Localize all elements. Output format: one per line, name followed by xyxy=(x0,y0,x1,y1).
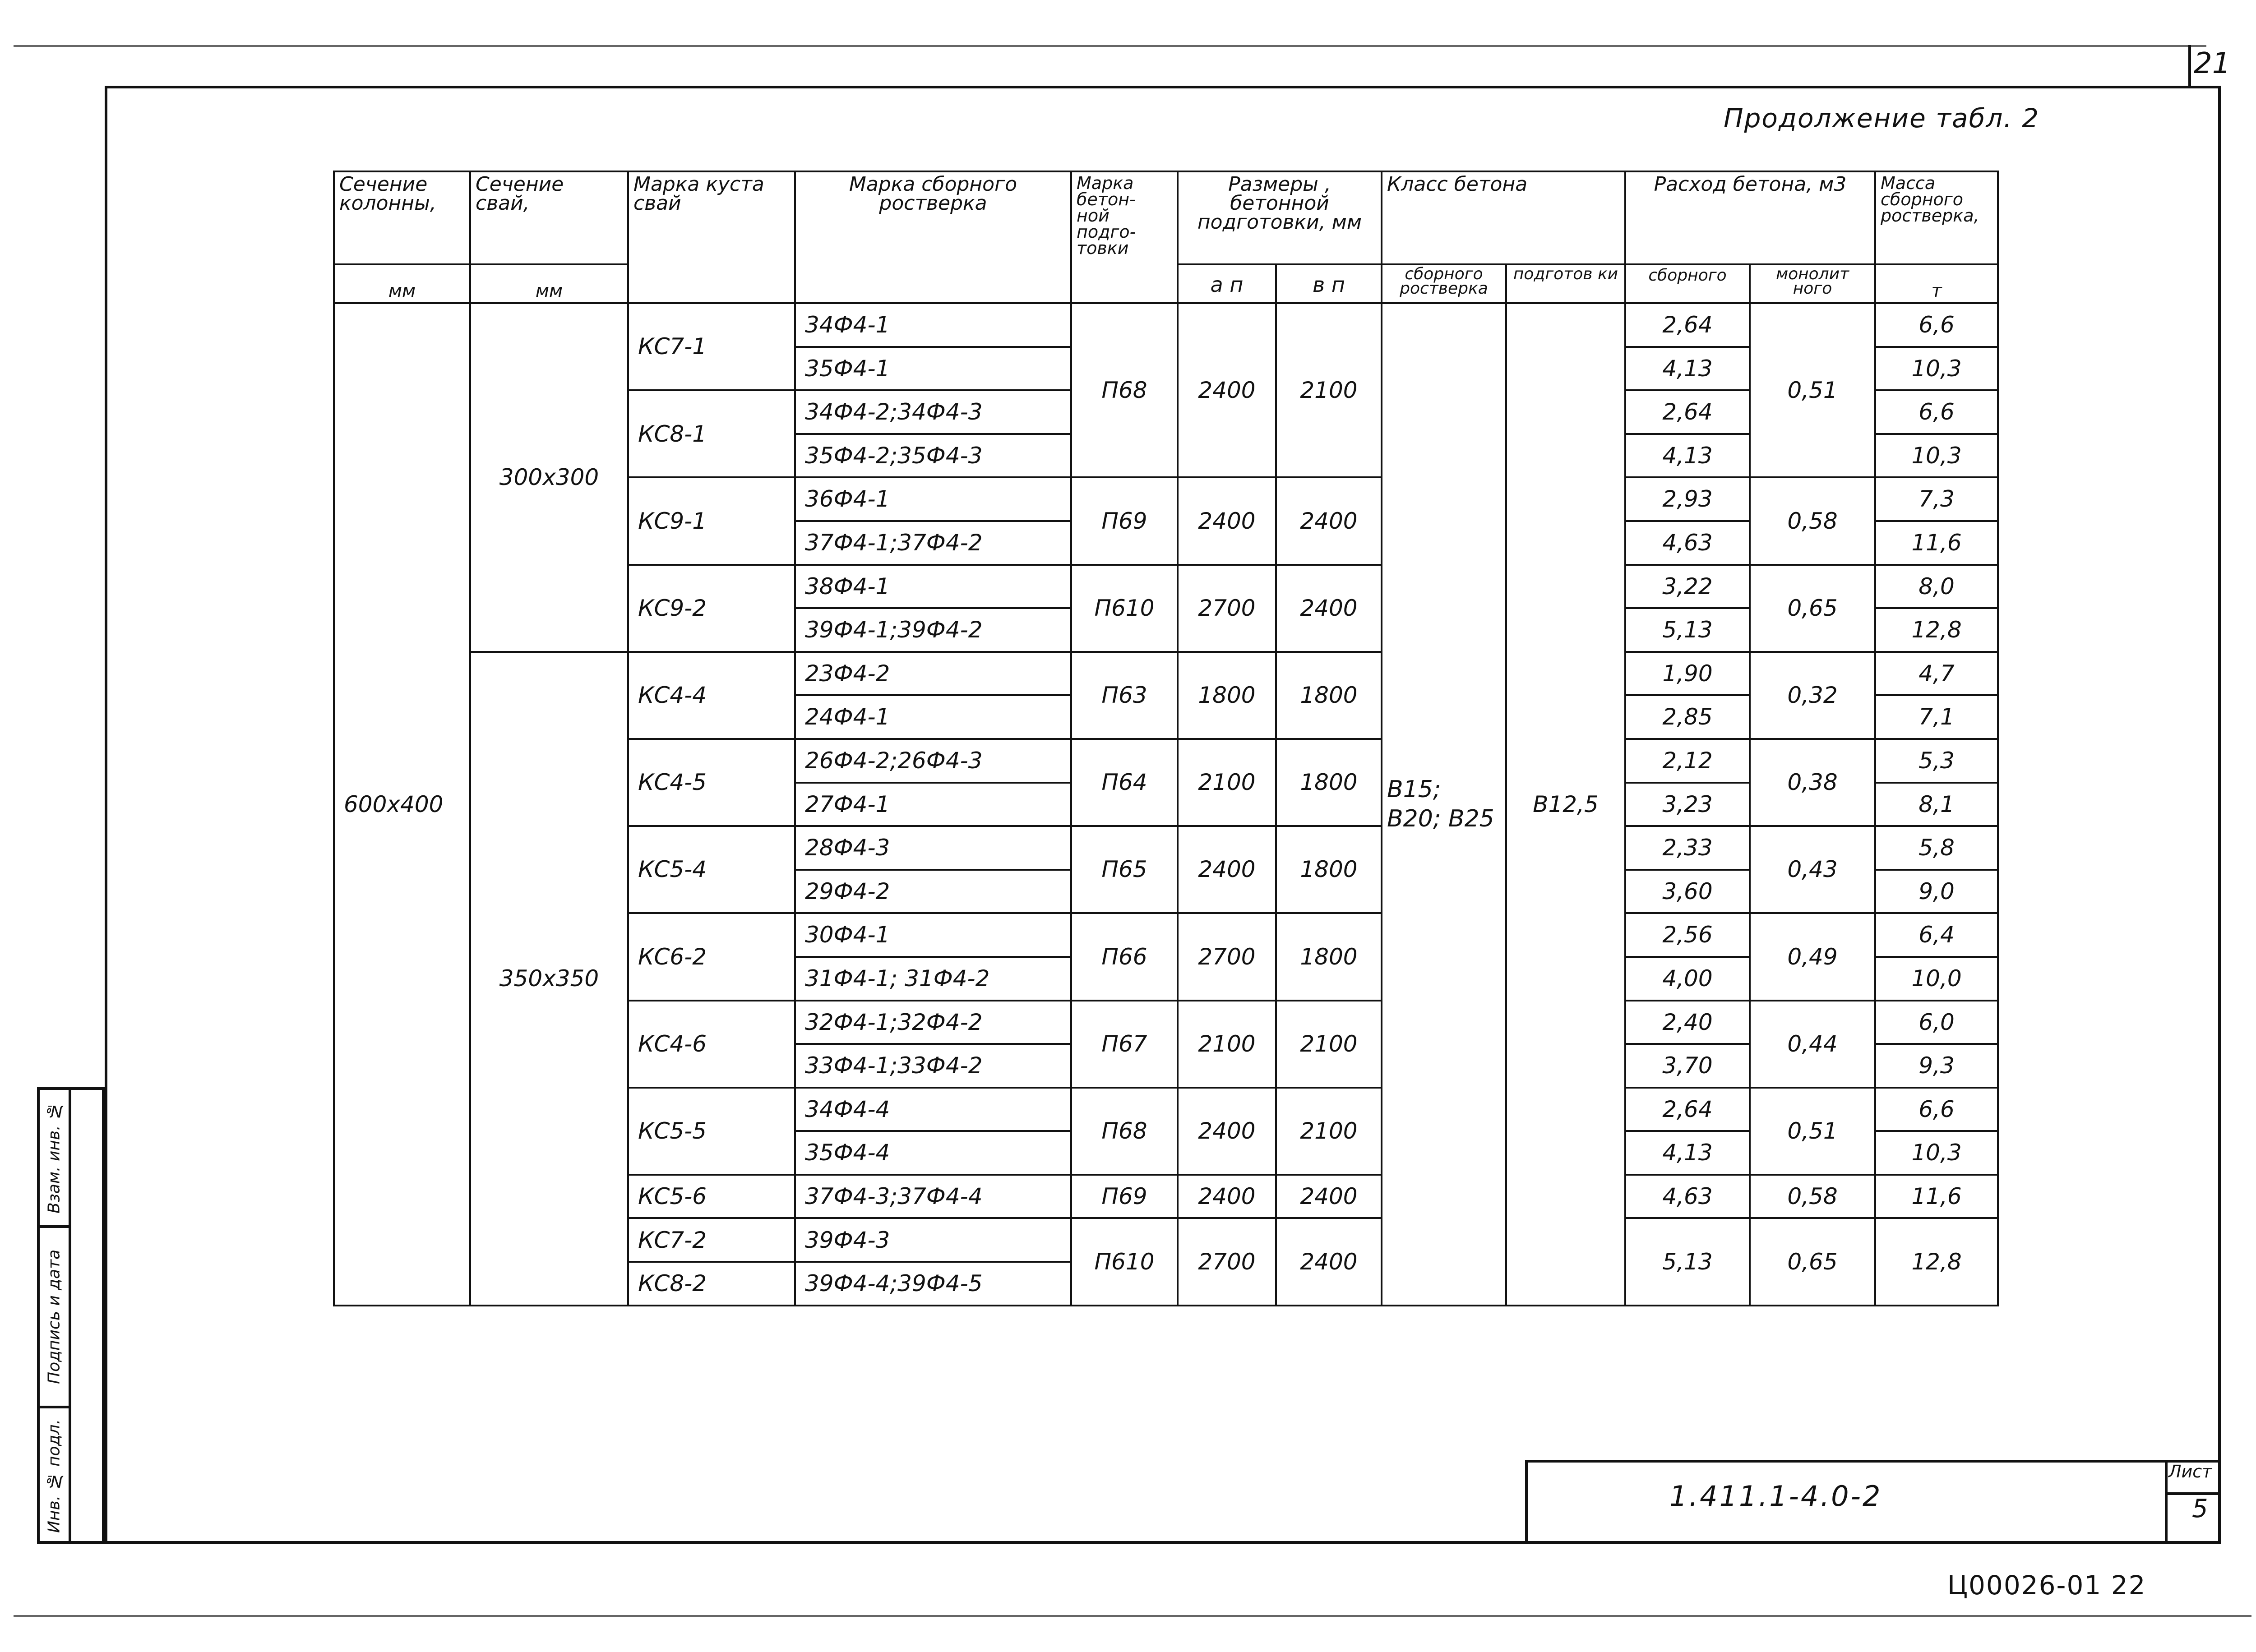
grillage-mark-cell: 37Ф4-1;37Ф4-2 xyxy=(795,521,1071,565)
monolith-consumption-cell: 0,43 xyxy=(1750,826,1875,913)
grillage-mark-cell: 38Ф4-1 xyxy=(795,565,1071,609)
bush-mark-cell: КС4-4 xyxy=(628,652,795,739)
grillage-mark-cell: 35Ф4-4 xyxy=(795,1131,1071,1175)
prep-dim-b-cell: 2100 xyxy=(1276,1088,1382,1175)
class-prep-cell: В12,5 xyxy=(1506,303,1625,1306)
grillage-mark-cell: 23Ф4-2 xyxy=(795,652,1071,696)
continuation-title: Продолжение табл. 2 xyxy=(1724,103,2040,134)
prefab-consumption-cell: 4,13 xyxy=(1625,1131,1750,1175)
grillage-mark-cell: 32Ф4-1;32Ф4-2 xyxy=(795,1001,1071,1044)
bush-mark-cell: КС4-5 xyxy=(628,739,795,826)
prefab-consumption-cell: 2,12 xyxy=(1625,739,1750,783)
table-row xyxy=(334,303,1998,347)
grillage-mark-cell: 34Ф4-2;34Ф4-3 xyxy=(795,390,1071,434)
prep-dim-b-cell: 1800 xyxy=(1276,826,1382,913)
bush-mark-cell: КС7-2 xyxy=(628,1218,795,1262)
prep-mark-cell: П69 xyxy=(1071,1175,1178,1218)
prep-dim-a-cell: 2100 xyxy=(1178,739,1276,826)
bottom-trim-line xyxy=(14,1615,2251,1617)
stamp-sign-date: Подпись и дата xyxy=(45,1249,64,1384)
bush-mark-cell: КС6-2 xyxy=(628,913,795,1000)
header-class-grillage: сборного ростверка xyxy=(1382,264,1506,303)
unit-mm: мм xyxy=(470,264,628,303)
prefab-consumption-cell: 2,33 xyxy=(1625,826,1750,870)
prep-dim-a-cell: 2700 xyxy=(1178,913,1276,1000)
monolith-consumption-cell: 0,44 xyxy=(1750,1001,1875,1088)
prep-dim-b-cell: 2100 xyxy=(1276,303,1382,477)
mass-cell: 6,6 xyxy=(1875,1088,1998,1131)
prefab-consumption-cell: 4,00 xyxy=(1625,957,1750,1001)
grillage-mark-cell: 27Ф4-1 xyxy=(795,783,1071,826)
header-bush-mark: Марка куста свай xyxy=(628,171,795,303)
prefab-consumption-cell: 2,93 xyxy=(1625,477,1750,521)
grillage-mark-cell: 35Ф4-2;35Ф4-3 xyxy=(795,434,1071,478)
grillage-mark-cell: 29Ф4-2 xyxy=(795,870,1071,914)
mass-cell: 9,3 xyxy=(1875,1044,1998,1088)
mass-cell: 6,4 xyxy=(1875,913,1998,957)
sheet-label: Лист xyxy=(2168,1462,2212,1481)
bush-mark-cell: КС7-1 xyxy=(628,303,795,390)
header-pile-section: Сечение свай, xyxy=(470,171,628,264)
prep-mark-cell: П63 xyxy=(1071,652,1178,739)
stamp-inv-original: Инв. № подл. xyxy=(45,1419,64,1533)
mass-cell: 9,0 xyxy=(1875,870,1998,914)
monolith-consumption-cell: 0,32 xyxy=(1750,652,1875,739)
mass-cell: 7,1 xyxy=(1875,695,1998,739)
prep-mark-cell: П610 xyxy=(1071,565,1178,652)
header-grillage-mark: Марка сборного ростверка xyxy=(795,171,1071,303)
bush-mark-cell: КС9-1 xyxy=(628,477,795,564)
column-section-cell: 600х400 xyxy=(334,303,470,1306)
monolith-consumption-cell: 0,58 xyxy=(1750,1175,1875,1218)
header-prep-mark: Марка бетон- ной подго- товки xyxy=(1071,171,1178,303)
mass-cell: 5,8 xyxy=(1875,826,1998,870)
mass-cell: 5,3 xyxy=(1875,739,1998,783)
mass-cell: 6,6 xyxy=(1875,303,1998,347)
bush-mark-cell: КС4-6 xyxy=(628,1001,795,1088)
header-prep-dims: Размеры , бетонной подготовки, мм xyxy=(1178,171,1382,264)
mass-cell: 10,3 xyxy=(1875,347,1998,391)
page-number: 21 xyxy=(2194,47,2231,80)
prep-dim-b-cell: 1800 xyxy=(1276,652,1382,739)
grillage-mark-cell: 35Ф4-1 xyxy=(795,347,1071,391)
table-row xyxy=(334,652,1998,696)
sheet-number: 5 xyxy=(2192,1494,2208,1523)
header-dim-a: а п xyxy=(1178,264,1276,303)
grillage-mark-cell: 34Ф4-4 xyxy=(795,1088,1071,1131)
header-prefab: сборного xyxy=(1625,264,1750,303)
prep-mark-cell: П66 xyxy=(1071,913,1178,1000)
prep-mark-cell: П610 xyxy=(1071,1218,1178,1305)
bush-mark-cell: КС5-4 xyxy=(628,826,795,913)
archive-code: Ц00026-01 22 xyxy=(1947,1570,2146,1601)
prefab-consumption-cell: 1,90 xyxy=(1625,652,1750,696)
prep-dim-a-cell: 1800 xyxy=(1178,652,1276,739)
side-stamp xyxy=(37,1087,105,1544)
bush-mark-cell: КС9-2 xyxy=(628,565,795,652)
prefab-consumption-cell: 3,23 xyxy=(1625,783,1750,826)
grillage-mark-cell: 28Ф4-3 xyxy=(795,826,1071,870)
prep-mark-cell: П69 xyxy=(1071,477,1178,564)
mass-cell: 7,3 xyxy=(1875,477,1998,521)
prep-dim-b-cell: 1800 xyxy=(1276,739,1382,826)
monolith-consumption-cell: 0,51 xyxy=(1750,1088,1875,1175)
grillage-mark-cell: 34Ф4-1 xyxy=(795,303,1071,347)
bush-mark-cell: КС5-6 xyxy=(628,1175,795,1218)
pile-section-cell: 300х300 xyxy=(470,303,628,652)
document-number: 1.411.1-4.0-2 xyxy=(1669,1480,1882,1513)
header-concrete-class: Класс бетона xyxy=(1382,171,1625,264)
prep-mark-cell: П68 xyxy=(1071,303,1178,477)
prefab-consumption-cell: 4,63 xyxy=(1625,521,1750,565)
mass-cell: 10,3 xyxy=(1875,1131,1998,1175)
prep-dim-a-cell: 2400 xyxy=(1178,1088,1276,1175)
prep-dim-b-cell: 2400 xyxy=(1276,565,1382,652)
mass-cell: 10,3 xyxy=(1875,434,1998,478)
prep-dim-b-cell: 2400 xyxy=(1276,477,1382,564)
prep-dim-a-cell: 2100 xyxy=(1178,1001,1276,1088)
prefab-consumption-cell: 3,70 xyxy=(1625,1044,1750,1088)
grillage-mark-cell: 31Ф4-1; 31Ф4-2 xyxy=(795,957,1071,1001)
mass-cell: 12,8 xyxy=(1875,608,1998,652)
stamp-replacement-inv: Взам. инв. № xyxy=(45,1102,64,1214)
grillage-mark-cell: 36Ф4-1 xyxy=(795,477,1071,521)
prep-dim-b-cell: 2400 xyxy=(1276,1175,1382,1218)
prep-dim-a-cell: 2700 xyxy=(1178,565,1276,652)
prefab-consumption-cell: 2,56 xyxy=(1625,913,1750,957)
grillage-mark-cell: 39Ф4-1;39Ф4-2 xyxy=(795,608,1071,652)
grillage-table xyxy=(333,171,1999,1306)
mass-cell: 4,7 xyxy=(1875,652,1998,696)
prefab-consumption-cell: 2,64 xyxy=(1625,303,1750,347)
monolith-consumption-cell: 0,65 xyxy=(1750,1218,1875,1305)
prep-dim-b-cell: 1800 xyxy=(1276,913,1382,1000)
prep-mark-cell: П68 xyxy=(1071,1088,1178,1175)
prefab-consumption-cell: 2,40 xyxy=(1625,1001,1750,1044)
grillage-mark-cell: 24Ф4-1 xyxy=(795,695,1071,739)
prep-mark-cell: П65 xyxy=(1071,826,1178,913)
prep-mark-cell: П64 xyxy=(1071,739,1178,826)
grillage-mark-cell: 39Ф4-4;39Ф4-5 xyxy=(795,1262,1071,1306)
grillage-mark-cell: 30Ф4-1 xyxy=(795,913,1071,957)
prep-dim-a-cell: 2400 xyxy=(1178,826,1276,913)
prep-dim-b-cell: 2100 xyxy=(1276,1001,1382,1088)
prefab-consumption-cell: 4,13 xyxy=(1625,434,1750,478)
header-column-section: Сечение колонны, xyxy=(334,171,470,264)
header-mass: Масса сборного ростверка, xyxy=(1875,171,1998,264)
monolith-consumption-cell: 0,51 xyxy=(1750,303,1875,477)
prefab-consumption-cell: 3,60 xyxy=(1625,870,1750,914)
top-trim-line xyxy=(14,45,2206,47)
prefab-consumption-cell: 4,63 xyxy=(1625,1175,1750,1218)
mass-cell: 6,6 xyxy=(1875,390,1998,434)
mass-cell: 11,6 xyxy=(1875,1175,1998,1218)
pile-section-cell: 350х350 xyxy=(470,652,628,1306)
mass-cell: 6,0 xyxy=(1875,1001,1998,1044)
prefab-consumption-cell: 2,85 xyxy=(1625,695,1750,739)
class-grillage-cell: В15; В20; В25 xyxy=(1382,303,1506,1306)
prep-dim-a-cell: 2400 xyxy=(1178,477,1276,564)
unit-mm: мм xyxy=(334,264,470,303)
prefab-consumption-cell: 2,64 xyxy=(1625,1088,1750,1131)
prefab-consumption-cell: 3,22 xyxy=(1625,565,1750,609)
grillage-mark-cell: 26Ф4-2;26Ф4-3 xyxy=(795,739,1071,783)
prefab-consumption-cell: 5,13 xyxy=(1625,1218,1750,1305)
grillage-mark-cell: 33Ф4-1;33Ф4-2 xyxy=(795,1044,1071,1088)
unit-t: т xyxy=(1875,264,1998,303)
prep-dim-a-cell: 2400 xyxy=(1178,303,1276,477)
header-concrete-consumption: Расход бетона, м3 xyxy=(1625,171,1875,264)
grillage-mark-cell: 37Ф4-3;37Ф4-4 xyxy=(795,1175,1071,1218)
mass-cell: 8,0 xyxy=(1875,565,1998,609)
prefab-consumption-cell: 4,13 xyxy=(1625,347,1750,391)
prep-dim-a-cell: 2400 xyxy=(1178,1175,1276,1218)
bush-mark-cell: КС8-2 xyxy=(628,1262,795,1306)
prep-dim-a-cell: 2700 xyxy=(1178,1218,1276,1305)
bush-mark-cell: КС5-5 xyxy=(628,1088,795,1175)
mass-cell: 10,0 xyxy=(1875,957,1998,1001)
monolith-consumption-cell: 0,65 xyxy=(1750,565,1875,652)
bush-mark-cell: КС8-1 xyxy=(628,390,795,477)
prefab-consumption-cell: 2,64 xyxy=(1625,390,1750,434)
mass-cell: 11,6 xyxy=(1875,521,1998,565)
prep-mark-cell: П67 xyxy=(1071,1001,1178,1088)
header-monolith: монолит ного xyxy=(1750,264,1875,303)
grillage-mark-cell: 39Ф4-3 xyxy=(795,1218,1071,1262)
monolith-consumption-cell: 0,38 xyxy=(1750,739,1875,826)
monolith-consumption-cell: 0,58 xyxy=(1750,477,1875,564)
mass-cell: 8,1 xyxy=(1875,783,1998,826)
header-dim-b: в п xyxy=(1276,264,1382,303)
prefab-consumption-cell: 5,13 xyxy=(1625,608,1750,652)
monolith-consumption-cell: 0,49 xyxy=(1750,913,1875,1000)
header-class-prep: подготов ки xyxy=(1506,264,1625,303)
mass-cell: 12,8 xyxy=(1875,1218,1998,1305)
prep-dim-b-cell: 2400 xyxy=(1276,1218,1382,1305)
